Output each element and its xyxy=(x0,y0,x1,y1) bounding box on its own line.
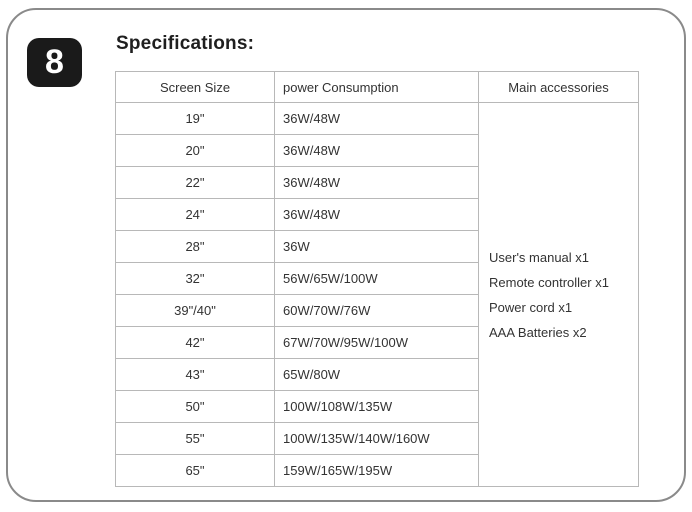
power-cell: 36W/48W xyxy=(275,167,479,199)
step-number-badge: 8 xyxy=(27,38,82,87)
accessory-item: AAA Batteries x2 xyxy=(489,324,587,340)
screen-size-cell: 43" xyxy=(116,359,275,391)
screen-size-cell: 32" xyxy=(116,263,275,295)
screen-size-cell: 50" xyxy=(116,391,275,423)
screen-size-cell: 19" xyxy=(116,103,275,135)
power-cell: 36W/48W xyxy=(275,199,479,231)
accessory-item: Power cord x1 xyxy=(489,299,573,315)
screen-size-cell: 55" xyxy=(116,423,275,455)
screen-size-cell: 22" xyxy=(116,167,275,199)
table-row xyxy=(116,103,639,135)
power-cell: 36W/48W xyxy=(275,103,479,135)
screen-size-cell: 20" xyxy=(116,135,275,167)
specifications-table xyxy=(115,71,639,487)
accessory-item: Remote controller x1 xyxy=(489,274,609,290)
screen-size-cell: 24" xyxy=(116,199,275,231)
power-cell: 159W/165W/195W xyxy=(275,455,479,487)
power-cell: 56W/65W/100W xyxy=(275,263,479,295)
power-cell: 65W/80W xyxy=(275,359,479,391)
screen-size-cell: 42" xyxy=(116,327,275,359)
power-cell: 60W/70W/76W xyxy=(275,295,479,327)
accessories-cell xyxy=(479,103,639,487)
screen-size-cell: 39"/40" xyxy=(116,295,275,327)
power-cell: 36W/48W xyxy=(275,135,479,167)
header-screen-size: Screen Size xyxy=(116,72,275,103)
accessory-item: User's manual x1 xyxy=(489,249,590,265)
power-cell: 100W/135W/140W/160W xyxy=(275,423,479,455)
screen-size-cell: 65" xyxy=(116,455,275,487)
header-power-consumption: power Consumption xyxy=(275,72,479,103)
header-main-accessories: Main accessories xyxy=(479,72,639,103)
power-cell: 100W/108W/135W xyxy=(275,391,479,423)
screen-size-cell: 28" xyxy=(116,231,275,263)
power-cell: 36W xyxy=(275,231,479,263)
table-header-row xyxy=(116,72,639,103)
power-cell: 67W/70W/95W/100W xyxy=(275,327,479,359)
section-title: Specifications: xyxy=(116,33,255,54)
